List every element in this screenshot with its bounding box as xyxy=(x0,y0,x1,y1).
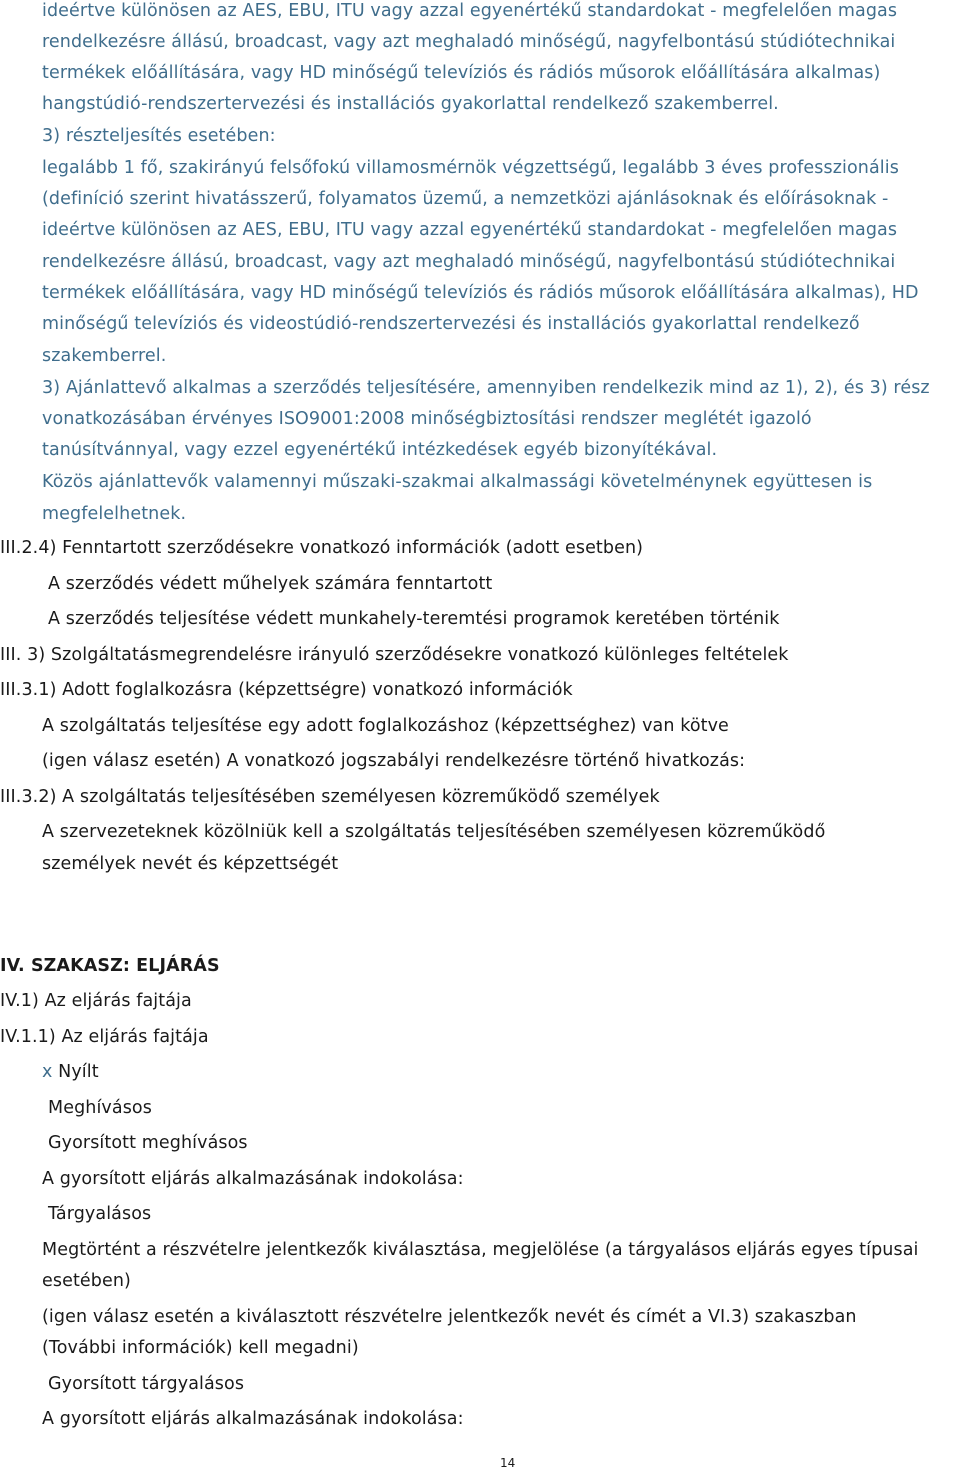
text-line: legalább 1 fő, szakirányú felsőfokú villamosmérnök végzettségű, legalább 3 éves professzionális xyxy=(42,158,899,178)
text-line: tanúsítvánnyal, vagy ezzel egyenértékű intézkedések egyéb bizonyítékával. xyxy=(42,440,718,460)
text-line: rendelkezésre állású, broadcast, vagy azt meghaladó minőségű, nagyfelbontású stúdiótechnikai xyxy=(42,252,896,272)
text-line: termékek előállítására, vagy HD minőségű televíziós és rádiós műsorok előállítására alkalmas), HD xyxy=(42,283,919,303)
candidates-line3: (igen válasz esetén a kiválasztott részvételre jelentkezők nevét és címét a VI.3) szakaszban xyxy=(42,1307,857,1327)
accelerated-reason-2: A gyorsított eljárás alkalmazásának indokolása: xyxy=(42,1409,464,1429)
section-heading-iii-3-2: III.3.2) A szolgáltatás teljesítésében személyesen közreműködő személyek xyxy=(0,787,660,807)
option-open xyxy=(42,1064,99,1082)
profession-text: A szolgáltatás teljesítése egy adott foglalkozáshoz (képzettséghez) van kötve xyxy=(42,716,729,736)
staff-text-line2: személyek nevét és képzettségét xyxy=(42,854,339,874)
text-line: ideértve különösen az AES, EBU, ITU vagy azzal egyenértékű standardokat - megfelelően magas xyxy=(42,1,898,21)
option-reserved-programs: A szerződés teljesítése védett munkahely-teremtési programok keretében történik xyxy=(48,609,780,629)
candidates-line2: esetében) xyxy=(42,1271,131,1291)
profession-reference: (igen válasz esetén) A vonatkozó jogszabályi rendelkezésre történő hivatkozás: xyxy=(42,751,746,771)
section-heading-iv-1: IV.1) Az eljárás fajtája xyxy=(0,991,192,1011)
text-line: (definíció szerint hivatásszerű, folyamatos üzemű, a nemzetközi ajánlásoknak és előírásoknak - xyxy=(42,189,889,209)
text-line: hangstúdió-rendszertervezési és installációs gyakorlattal rendelkező szakemberrel. xyxy=(42,94,779,114)
section-heading-iv-1-1: IV.1.1) Az eljárás fajtája xyxy=(0,1027,209,1047)
option-accelerated-negotiated: Gyorsított tárgyalásos xyxy=(48,1374,245,1394)
text-line: rendelkezésre állású, broadcast, vagy azt meghaladó minőségű, nagyfelbontású stúdiótechnikai xyxy=(42,32,896,52)
page-number: 14 xyxy=(500,1456,516,1470)
text-line: minőségű televíziós és videostúdió-rendszertervezési és installációs gyakorlattal rendelkező xyxy=(42,314,860,334)
selected-mark: x xyxy=(42,1062,53,1082)
accelerated-reason-1: A gyorsított eljárás alkalmazásának indokolása: xyxy=(42,1169,464,1189)
text-line: szakemberrel. xyxy=(42,346,167,366)
text-line: 3) részteljesítés esetében: xyxy=(42,126,276,146)
text-line: Közös ajánlattevők valamennyi műszaki-szakmai alkalmassági követelménynek együttesen is xyxy=(42,472,873,492)
option-negotiated: Tárgyalásos xyxy=(48,1204,152,1224)
text-line: megfelelhetnek. xyxy=(42,504,187,524)
section-title-iv: IV. SZAKASZ: ELJÁRÁS xyxy=(0,956,220,976)
candidates-line1: Megtörtént a részvételre jelentkezők kiválasztása, megjelölése (a tárgyalásos eljárás egyes típusai xyxy=(42,1240,919,1260)
text-line: ideértve különösen az AES, EBU, ITU vagy azzal egyenértékű standardokat - megfelelően magas xyxy=(42,220,898,240)
staff-text-line1: A szervezeteknek közölniük kell a szolgáltatás teljesítésében személyesen közreműködő xyxy=(42,822,826,842)
candidates-line4: (További információk) kell megadni) xyxy=(42,1338,359,1358)
text-line: 3) Ajánlattevő alkalmas a szerződés teljesítésére, amennyiben rendelkezik mind az 1), 2), és 3) rész xyxy=(42,378,930,398)
section-heading-iii-3-1: III.3.1) Adott foglalkozásra (képzettségre) vonatkozó információk xyxy=(0,680,573,700)
text-line: termékek előállítására, vagy HD minőségű televíziós és rádiós műsorok előállítására alkalmas) xyxy=(42,63,881,83)
option-reserved-workshops: A szerződés védett műhelyek számára fenntartott xyxy=(48,574,493,594)
section-heading-iii-2-4: III.2.4) Fenntartott szerződésekre vonatkozó információk (adott esetben) xyxy=(0,538,644,558)
section-heading-iii-3: III. 3) Szolgáltatásmegrendelésre irányuló szerződésekre vonatkozó különleges feltételek xyxy=(0,645,789,665)
option-open-label: Nyílt xyxy=(58,1062,99,1082)
text-line: vonatkozásában érvényes ISO9001:2008 minőségbiztosítási rendszer meglétét igazoló xyxy=(42,409,812,429)
option-restricted: Meghívásos xyxy=(48,1098,152,1118)
option-accelerated-restricted: Gyorsított meghívásos xyxy=(48,1133,248,1153)
